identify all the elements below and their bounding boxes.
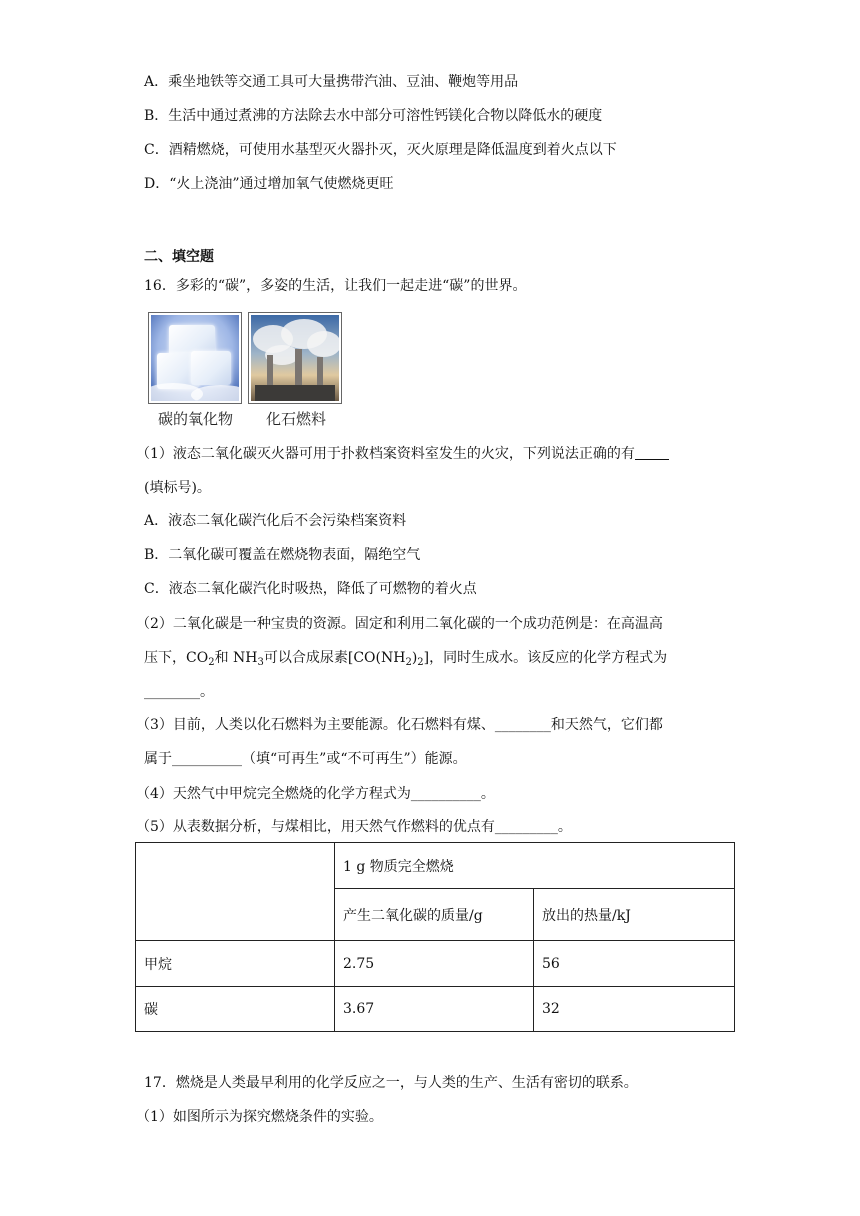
subscript: 2 [405, 657, 412, 668]
option-text: 酒精燃烧，可使用水基型灭火器扑灭，灭火原理是降低温度到着火点以下 [168, 142, 617, 158]
q16-part2-line1: （2）二氧化碳是一种宝贵的资源。固定和利用二氧化碳的一个成功范例是：在高温高 [136, 616, 663, 632]
table-cell-co2: 2.75 [335, 941, 534, 987]
option-b [144, 106, 602, 126]
q16-part1-line1 [136, 444, 669, 464]
option-text: 乘坐地铁等交通工具可大量携带汽油、豆油、鞭炮等用品 [168, 74, 519, 90]
option-c [144, 140, 617, 160]
caption-carbon-oxide: 碳的氧化物 [158, 410, 234, 428]
option-text: 液态二氧化碳汽化后不会污染档案资料 [168, 513, 407, 529]
q16-p1-option-c [144, 579, 477, 599]
option-letter: A． [144, 74, 169, 90]
option-letter: A． [144, 513, 169, 529]
table-cell-name: 碳 [136, 987, 335, 1032]
option-d [144, 174, 394, 194]
q16-part4: （4）天然气中甲烷完全燃烧的化学方程式为__________。 [136, 786, 495, 802]
q16-part2-line2 [144, 648, 667, 668]
part-text: （1）液态二氧化碳灭火器可用于扑救档案资料室发生的火灾，下列说法正确的有 [136, 446, 635, 462]
part-text: ]，同时生成水。该反应的化学方程式为 [423, 650, 668, 666]
part-text: 可以合成尿素[CO(NH [263, 650, 406, 666]
q17-part1: （1）如图所示为探究燃烧条件的实验。 [136, 1109, 383, 1125]
table-col-co2: 产生二氧化碳的质量/g [335, 889, 534, 941]
subscript: 2 [417, 657, 424, 668]
option-letter: C． [144, 581, 169, 597]
section-title: 二、填空题 [144, 249, 214, 265]
q16-part2-line3: ________。 [144, 684, 214, 700]
option-letter: D． [144, 176, 170, 192]
table-empty-cell [136, 843, 335, 941]
caption-fossil-fuel: 化石燃料 [266, 410, 327, 428]
q16-part5: （5）从表数据分析，与煤相比，用天然气作燃料的优点有_________。 [136, 819, 572, 835]
q16-stem: 16．多彩的“碳”，多姿的生活，让我们一起走进“碳”的世界。 [144, 278, 527, 294]
table-col-heat: 放出的热量/kJ [534, 889, 735, 941]
q16-p1-option-b [144, 545, 420, 565]
table-group-header: 1 g 物质完全燃烧 [335, 843, 735, 889]
part-text: 压下，CO [144, 650, 209, 666]
table-cell-heat: 56 [534, 941, 735, 987]
combustion-data-table [135, 842, 735, 1032]
q17-stem: 17．燃烧是人类最早利用的化学反应之一，与人类的生产、生活有密切的联系。 [144, 1075, 638, 1091]
subscript: 3 [257, 657, 264, 668]
fossil-fuel-image [248, 312, 342, 404]
q16-p1-option-a [144, 511, 406, 531]
table-cell-co2: 3.67 [335, 987, 534, 1032]
table-row [136, 987, 735, 1032]
option-a [144, 72, 518, 92]
q16-part3-line2: 属于__________（填“可再生”或“不可再生”）能源。 [144, 751, 467, 767]
option-text: 液态二氧化碳汽化时吸热，降低了可燃物的着火点 [168, 581, 477, 597]
option-text: 二氧化碳可覆盖在燃烧物表面，隔绝空气 [168, 547, 421, 563]
part-text: ) [411, 650, 418, 666]
table-header-row [136, 843, 735, 889]
part-text: 和 NH [214, 650, 258, 666]
table-cell-heat: 32 [534, 987, 735, 1032]
answer-blank [635, 445, 669, 460]
table-row [136, 941, 735, 987]
option-text: “火上浇油”通过增加氧气使燃烧更旺 [169, 176, 394, 192]
option-text: 生活中通过煮沸的方法除去水中部分可溶性钙镁化合物以降低水的硬度 [168, 108, 603, 124]
option-letter: B． [144, 108, 169, 124]
option-letter: C． [144, 142, 169, 158]
option-letter: B． [144, 547, 169, 563]
subscript: 2 [208, 657, 215, 668]
q16-part1-line2: (填标号)。 [144, 480, 211, 496]
q16-part3-line1: （3）目前，人类以化石燃料为主要能源。化石燃料有煤、________和天然气，它们都 [136, 717, 663, 733]
carbon-oxide-image [148, 312, 242, 404]
table-cell-name: 甲烷 [136, 941, 335, 987]
